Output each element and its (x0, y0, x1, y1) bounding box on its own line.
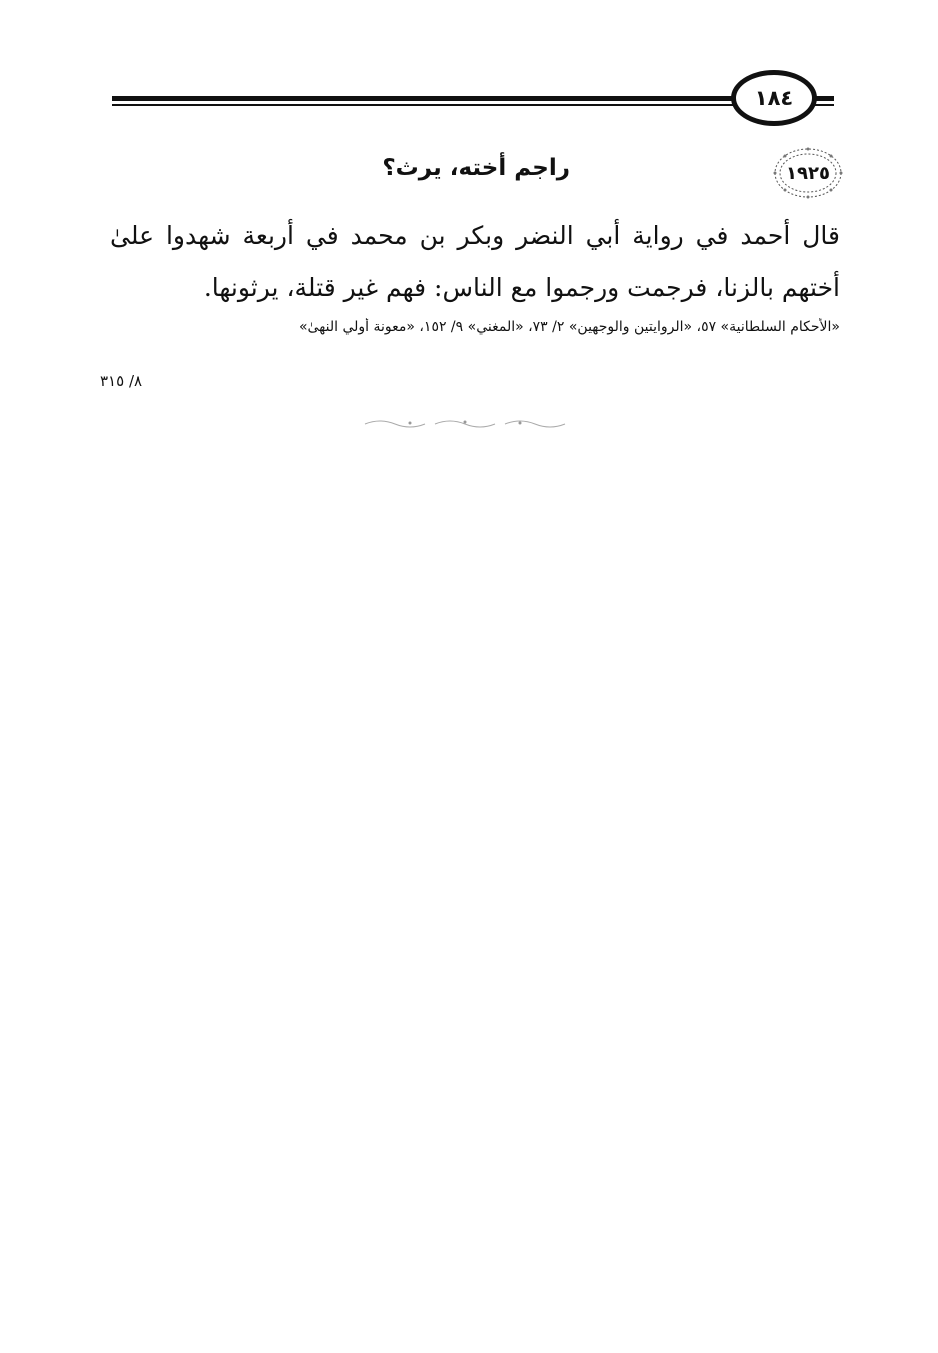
entry-body: قال أحمد في رواية أبي النضر وبكر بن محمد في أربعة شهدوا علىٰ أختهم بالزنا، فرجمت ورجموا مع الناس: فهم غير قتلة، يرثونها. (110, 221, 840, 302)
page-number-badge (731, 70, 817, 126)
section-divider-ornament-icon (360, 416, 570, 430)
page-number: ١٨٤ (754, 86, 794, 110)
entry-title: راجم أخته، يرث؟ (382, 155, 570, 181)
references-continued: ٨/ ٣١٥ (100, 372, 143, 390)
entry-number: ١٩٢٥ (786, 162, 830, 184)
header-rule-thick (112, 96, 834, 101)
header-rule (112, 96, 834, 110)
references-footnote: «الأحكام السلطانية» ٥٧، «الروايتين والوجهين» ٢/ ٧٣، «المغني» ٩/ ١٥٢، «معونة أولي النهىٰ» (298, 319, 840, 335)
header-rule-thin (112, 104, 834, 106)
